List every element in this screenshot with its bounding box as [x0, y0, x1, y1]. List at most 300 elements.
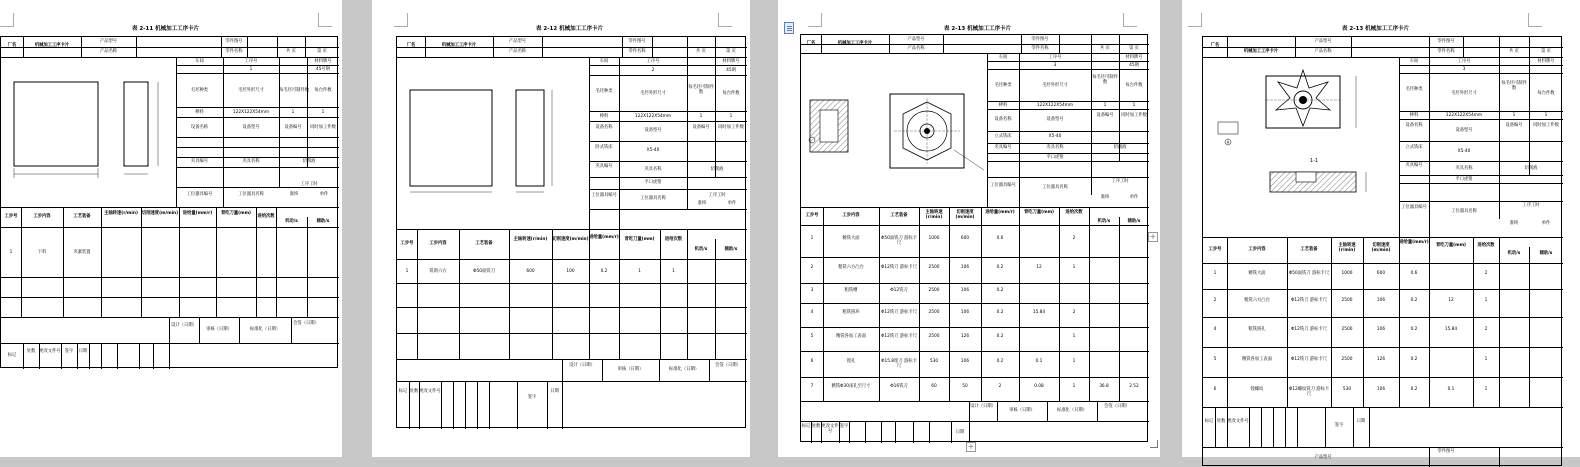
signature-label: 签字 — [1334, 423, 1344, 428]
blank-type-value: 棒料 — [1409, 113, 1419, 118]
step-row-6-col-5: 106 — [960, 359, 970, 364]
vise-value: 平口虎钳 — [1455, 177, 1473, 182]
standard-label: 标准化（日期） — [668, 367, 700, 372]
total-pages-label: 共 页 — [696, 49, 706, 54]
step-row-2-col-3: Φ12铣刀 游标卡尺 — [1291, 298, 1327, 303]
step-row-4-col-5: 106 — [960, 310, 970, 315]
add-row-plus-icon[interactable]: + — [1149, 232, 1157, 241]
sign-label: 会签（日期） — [1104, 404, 1130, 409]
factory-label: 厂名 — [1210, 43, 1220, 48]
sign-label: 会签（日期） — [293, 321, 319, 326]
step-row-2-col-4: 2500 — [928, 265, 940, 270]
product-model-label: 产品型号 — [907, 37, 925, 42]
count-label: 处数 — [26, 349, 36, 354]
col-step-no: 工步号 — [805, 213, 819, 218]
col-aux-time: 辅助/s — [1539, 251, 1553, 256]
review-label: 审核（日期） — [617, 367, 644, 372]
page-corner-mark — [0, 13, 14, 27]
per-unit-value: 1 — [1544, 113, 1548, 118]
blank-type-label: 毛坯种类 — [595, 89, 613, 94]
part-drawing — [4, 62, 174, 202]
step-row-5-col-6: 0.2 — [1410, 387, 1418, 392]
step-row-2-col-2: 粗铣六方凸台 — [1244, 298, 1270, 303]
step-row-2-col-8: 1 — [1072, 265, 1076, 270]
station-no-label: 工位器具编号 — [591, 193, 617, 198]
equip-no-label: 设备编号 — [1096, 113, 1114, 118]
machine-value: 立式铣床 — [994, 134, 1012, 139]
station-name-label: 工位器具名称 — [238, 192, 264, 197]
part-name-label: 零件名称 — [1031, 46, 1049, 51]
blank-size-label: 毛坯外形尺寸 — [1042, 83, 1068, 88]
blank-type-value: 棒料 — [599, 114, 609, 119]
count-label: 处数 — [811, 424, 821, 429]
blank-type-value: 棒料 — [195, 110, 204, 115]
per-blank-value: 1 — [291, 110, 295, 115]
step-row-5-col-4: 2500 — [928, 334, 940, 339]
step-row-5-col-8: 1 — [1484, 387, 1488, 392]
step-row-7-col-3: Φ16铣刀 — [890, 384, 908, 389]
step-row-1-speed: 100 — [566, 269, 575, 274]
standard-label: 标准化（日期） — [249, 327, 281, 332]
parallel-label: 同时加工件数 — [1533, 123, 1559, 128]
op-no-label: 工序号 — [1457, 59, 1471, 64]
col-step-no: 工步号 — [1208, 247, 1222, 252]
col-cutting-speed: 切削速度(m/min) — [955, 210, 975, 220]
coolant-label: 切削液 — [1524, 166, 1538, 171]
machine-value: 立式铣床 — [1405, 145, 1423, 150]
coolant-label: 切削液 — [1113, 145, 1127, 150]
prep-label: 准终 — [1100, 195, 1110, 200]
part-drawing — [402, 80, 582, 200]
review-label: 审核（日期） — [1009, 408, 1035, 413]
step-row-3-col-2: 粗铣槽 — [844, 288, 858, 293]
step-row-6-col-3: Φ15.8镗刀 游标卡尺 — [881, 359, 917, 369]
step-row-2-col-1: 2 — [1213, 298, 1217, 303]
step-row-7-col-2: 精铣Φ30深孔至尺寸 — [831, 384, 871, 389]
material-label: 材料牌号 — [314, 59, 332, 64]
unit-label: 单件 — [319, 192, 329, 197]
part-model-label: 零件图号 — [225, 39, 243, 44]
step-row-1-col-6: 0.6 — [996, 236, 1004, 241]
step-row-2-col-4: 2500 — [1341, 298, 1353, 303]
total-pages-label: 共 页 — [286, 49, 296, 54]
table-resize-handle-icon[interactable] — [1150, 440, 1158, 448]
per-blank-label: 每毛坯可制件数 — [1501, 81, 1527, 91]
op-hours-label: 工序工时 — [1522, 203, 1540, 208]
blank-size-label: 毛坯外形尺寸 — [640, 91, 666, 96]
date-label: 日期 — [1356, 419, 1366, 424]
document-page-1 — [0, 0, 342, 457]
part-model-label: 零件图号 — [628, 39, 646, 44]
jig-no-label: 夹具编号 — [1405, 163, 1423, 168]
date-label: 日期 — [78, 349, 88, 354]
step-row-6-col-6: 0.2 — [996, 359, 1004, 364]
equip-no-label: 设备编号 — [692, 125, 710, 130]
document-page-4 — [1182, 0, 1580, 460]
blank-size-label: 毛坯外形尺寸 — [1451, 91, 1477, 96]
step-row-1-content: 下料 — [37, 250, 47, 255]
col-feed: 进给量(mm/r) — [985, 210, 1015, 215]
step-row-2-col-3: Φ12铣刀 游标卡尺 — [881, 265, 917, 270]
step-row-4-col-7: 15.84 — [1032, 310, 1046, 315]
step-row-5-col-2: 精铣各加工表面 — [835, 334, 867, 339]
step-row-7-col-1: 7 — [810, 384, 814, 389]
step-row-1-passes: 1 — [672, 269, 675, 274]
col-machine-time: 机动/s — [285, 219, 298, 224]
part-name-label: 零件名称 — [628, 49, 646, 54]
document-icon[interactable] — [784, 22, 794, 34]
equip-name-label: 设备名称 — [1405, 123, 1423, 128]
step-row-1-col-2: 精铣大面 — [842, 236, 860, 241]
unit-label: 单件 — [1129, 195, 1139, 200]
part-drawing — [1206, 64, 1396, 204]
blank-size-value: 122X122X54mm — [1445, 113, 1483, 118]
step-row-3-col-5: 106 — [960, 288, 970, 293]
step-row-7-col-10: 2.52 — [1129, 384, 1139, 389]
section-label: 1-1 — [1309, 158, 1319, 164]
step-row-7-col-8: 1 — [1072, 384, 1076, 389]
per-unit-value: 1 — [321, 110, 325, 115]
step-row-3-col-4: 2500 — [928, 288, 940, 293]
per-blank-value: 1 — [699, 114, 703, 119]
workshop-label: 车间 — [1409, 59, 1419, 64]
station-no-label: 工位器具编号 — [990, 183, 1016, 188]
col-aux-time: 辅助/s — [724, 247, 738, 252]
factory-label: 厂名 — [806, 41, 816, 46]
total-pages-label: 共 页 — [1100, 46, 1110, 51]
step-row-3-col-4: 2500 — [1341, 327, 1353, 332]
blank-type-value: 棒料 — [998, 103, 1008, 108]
per-unit-label: 每台件数 — [1537, 91, 1555, 96]
card-name: 机械加工工序卡片 — [441, 43, 477, 48]
prep-label: 准终 — [1509, 221, 1519, 226]
step-row-4-col-8: 1 — [1484, 357, 1488, 362]
total-pages-label: 共 页 — [1509, 49, 1519, 54]
step-row-1-no: 1 — [9, 250, 13, 255]
product-model-label: 产品型号 — [508, 39, 527, 44]
op-no-value: 1 — [249, 67, 253, 72]
step-row-1-col-6: 0.6 — [1410, 271, 1418, 276]
vise-value: 平口虎钳 — [644, 180, 662, 185]
per-blank-label: 每毛坯可制件数 — [279, 88, 310, 93]
col-passes: 进给次数 — [664, 237, 683, 242]
unit-label: 单件 — [1541, 221, 1551, 226]
workshop-label: 车间 — [195, 59, 204, 64]
step-row-1-depth: 1 — [638, 269, 641, 274]
step-row-4-col-6: 0.2 — [1410, 357, 1418, 362]
step-row-4-col-4: 2500 — [928, 310, 940, 315]
col-passes: 进给次数 — [257, 214, 275, 219]
unit-label: 单件 — [727, 201, 737, 206]
step-row-2-col-5: 106 — [1376, 298, 1386, 303]
per-unit-value: 1 — [729, 114, 733, 119]
col-machine-time: 机动/s — [694, 247, 708, 252]
col-cutting-speed: 切削速度(m/min) — [1371, 243, 1391, 253]
machine-model-value: X5-40 — [1457, 149, 1471, 154]
step-row-1-col-1: 1 — [1213, 271, 1217, 276]
change-label: 更改文件号 — [39, 349, 61, 354]
col-step-content: 工步内容 — [842, 213, 860, 218]
part-model-label: 零件图号 — [1437, 39, 1455, 44]
count-label: 处数 — [409, 389, 419, 394]
blank-type-label: 毛坯种类 — [1405, 87, 1423, 92]
col-tooling: 工艺装备 — [1300, 247, 1318, 252]
col-depth: 背吃刀量(mm) — [220, 211, 252, 216]
equip-model-label: 设备型号 — [1455, 128, 1473, 133]
step-row-1-tooling: Φ50面铣刀 — [473, 269, 495, 274]
equip-model-label: 设备型号 — [242, 125, 260, 130]
step-row-3-col-1: 4 — [1213, 327, 1217, 332]
design-label: 设计（日期） — [569, 363, 595, 368]
col-tooling: 工艺装备 — [475, 241, 493, 246]
step-row-7-col-6: 2 — [998, 384, 1002, 389]
step-row-1-content: 铣削六方 — [429, 269, 447, 274]
product-model-label: 产品型号 — [1314, 39, 1332, 44]
blank-size-value: 122X122X54mm — [1036, 103, 1074, 108]
step-row-2-col-7: 12 — [1448, 298, 1454, 303]
blank-type-label: 毛坯种类 — [994, 83, 1012, 88]
factory-label: 厂名 — [7, 43, 17, 48]
step-row-7-col-9: 36.8 — [1099, 384, 1109, 389]
per-blank-value: 1 — [1512, 113, 1516, 118]
per-blank-label: 每毛坯可制件数 — [688, 85, 714, 95]
equip-name-label: 设备名称 — [190, 125, 209, 130]
step-row-4-col-1: 5 — [1213, 357, 1217, 362]
op-hours-label: 工序工时 — [708, 193, 726, 198]
step-row-6-col-8: 1 — [1072, 359, 1076, 364]
step-row-5-col-3: Φ12铣刀 游标卡尺 — [881, 334, 917, 339]
sign-label: 会签（日期） — [715, 363, 741, 368]
col-feed: 进给量(mm/r) — [1399, 240, 1429, 245]
page-no-label: 第 页 — [317, 49, 327, 54]
op-hours-label: 工序工时 — [1111, 179, 1129, 184]
material-value: 45号钢 — [315, 67, 331, 72]
machine-model-value: X5-40 — [1048, 134, 1062, 139]
col-machine-time: 机动/s — [1507, 251, 1521, 256]
step-row-1-col-3: Φ50面铣刀 游标卡尺 — [1288, 271, 1330, 276]
per-blank-value: 1 — [1103, 103, 1107, 108]
step-row-3-col-2: 粗铣圆孔 — [1248, 327, 1266, 332]
equip-name-label: 设备名称 — [994, 117, 1012, 122]
station-name-label: 工位器具名称 — [1042, 185, 1068, 190]
mark-label: 标记 — [801, 424, 811, 429]
card-name: 机械加工工序卡片 — [1243, 49, 1279, 54]
col-passes: 进给次数 — [1477, 243, 1495, 248]
material-label: 材料牌号 — [722, 59, 740, 64]
step-row-2-col-7: 12 — [1036, 265, 1042, 270]
station-no-label: 工位器具编号 — [1401, 205, 1427, 210]
step-row-3-col-7: 15.84 — [1444, 327, 1458, 332]
prep-label: 准终 — [697, 201, 707, 206]
col-depth: 背吃刀量(mm) — [624, 237, 655, 242]
material-value: 45钢 — [1129, 63, 1139, 68]
per-blank-label: 每毛坯可制件数 — [1092, 75, 1118, 85]
step-row-5-col-7: 0.1 — [1447, 387, 1455, 392]
design-label: 设计（日期） — [171, 323, 197, 328]
card-name: 机械加工工序卡片 — [34, 43, 70, 48]
product-model-label-next: 产品型号 — [1314, 455, 1332, 460]
step-row-2-col-5: 106 — [960, 265, 970, 270]
blank-type-label: 毛坯种类 — [190, 88, 209, 93]
jig-name-label: 夹具名称 — [242, 159, 260, 164]
col-step-no: 工步号 — [4, 214, 18, 219]
step-row-5-col-5: 106 — [1376, 387, 1386, 392]
col-depth: 背吃刀量(mm) — [1023, 210, 1055, 215]
mark-label: 标记 — [398, 389, 408, 394]
col-tooling: 工艺装备 — [73, 214, 91, 219]
per-unit-label: 每台件数 — [722, 91, 740, 96]
step-row-1-col-5: 600 — [960, 236, 970, 241]
step-row-1-tooling: 夹紧装置 — [73, 250, 91, 255]
step-row-1-col-2: 精铣大面 — [1248, 271, 1266, 276]
mark-label: 标记 — [7, 353, 17, 358]
product-model-label: 产品型号 — [99, 39, 118, 44]
page-no-label: 第 页 — [1541, 49, 1551, 54]
step-row-1-col-5: 600 — [1376, 271, 1386, 276]
op-no-value: 3 — [1462, 67, 1466, 72]
step-row-1-col-4: 1000 — [928, 236, 940, 241]
step-row-1-col-1: 1 — [810, 236, 814, 241]
change-label: 更改文件号 — [1227, 419, 1249, 424]
page-corner-mark — [718, 13, 732, 27]
step-row-3-col-6: 0.2 — [996, 288, 1004, 293]
step-row-6-col-4: 530 — [929, 359, 939, 364]
material-label: 材料牌号 — [1125, 55, 1143, 60]
step-row-1-col-3: Φ50面铣刀 游标卡尺 — [881, 236, 917, 246]
equip-model-label: 设备型号 — [644, 128, 662, 133]
col-step-content: 工步内容 — [429, 241, 447, 246]
part-model-label: 零件图号 — [1031, 37, 1049, 42]
step-row-4-col-2: 粗铣圆环 — [842, 310, 860, 315]
page-no-label: 第 页 — [726, 49, 736, 54]
op-no-value: 2 — [651, 68, 655, 73]
step-row-1-feed: 0.2 — [600, 269, 608, 274]
add-column-plus-icon[interactable]: + — [967, 442, 975, 451]
step-row-3-col-3: Φ12铣刀 游标卡尺 — [1291, 327, 1327, 332]
page-corner-mark — [1123, 13, 1137, 27]
station-name-label: 工位器具名称 — [1451, 209, 1477, 214]
col-step-content: 工步内容 — [1248, 247, 1266, 252]
mark-label: 标记 — [1204, 419, 1214, 424]
op-no-label: 工序号 — [1048, 55, 1062, 60]
page-no-label: 第 页 — [1129, 46, 1139, 51]
prep-label: 准终 — [289, 192, 299, 197]
col-passes: 进给次数 — [1065, 210, 1083, 215]
jig-no-label: 夹具编号 — [595, 164, 613, 169]
signature-label: 签字 — [64, 349, 74, 354]
material-value: 45钢 — [726, 68, 736, 73]
card-name: 机械加工工序卡片 — [837, 41, 873, 46]
col-cutting-speed: 切削速度(m/min) — [141, 211, 179, 216]
jig-name-label: 夹具名称 — [1046, 145, 1064, 150]
part-name-label: 零件名称 — [1437, 49, 1455, 54]
material-label: 材料牌号 — [1537, 59, 1555, 64]
per-unit-value: 1 — [1132, 103, 1136, 108]
col-spindle-speed: 主轴转速(r/min) — [925, 210, 943, 220]
jig-name-label: 夹具名称 — [644, 167, 662, 172]
workshop-label: 车间 — [599, 59, 609, 64]
part-name-label: 零件名称 — [225, 49, 243, 54]
step-row-3-col-1: 3 — [810, 288, 814, 293]
step-row-4-col-5: 126 — [1376, 357, 1386, 362]
jig-name-label: 夹具名称 — [1455, 166, 1473, 171]
step-row-1-col-8: 2 — [1484, 271, 1488, 276]
step-row-5-col-1: 5 — [810, 334, 814, 339]
step-row-4-col-3: Φ12铣刀 游标卡尺 — [1291, 357, 1327, 362]
product-name-label: 产品名称 — [99, 49, 118, 54]
page-title: 表 2-11 机械加工工序卡片 — [132, 26, 200, 32]
step-row-1-col-8: 2 — [1072, 236, 1076, 241]
step-row-5-col-4: 530 — [1342, 387, 1352, 392]
equip-no-label: 设备编号 — [1505, 123, 1523, 128]
product-name-label: 产品名称 — [508, 49, 527, 54]
parallel-label: 同时加工件数 — [718, 125, 744, 130]
col-tooling: 工艺装备 — [890, 213, 908, 218]
col-depth: 背吃刀量(mm) — [1435, 243, 1467, 248]
col-spindle-speed: 主轴转速(r/min) — [513, 237, 548, 242]
step-row-3-col-6: 0.2 — [1410, 327, 1418, 332]
part-model-label-next: 零件图号 — [1437, 449, 1455, 454]
step-row-6-col-1: 6 — [810, 359, 814, 364]
factory-label: 厂名 — [406, 43, 416, 48]
col-aux-time: 辅助/s — [1127, 219, 1141, 224]
op-no-label: 工序号 — [646, 59, 660, 64]
date-label: 日期 — [955, 430, 965, 435]
design-label: 设计（日期） — [970, 404, 996, 409]
step-row-5-col-2: 镗螺纹 — [1250, 387, 1264, 392]
col-cutting-speed: 切削速度(m/min) — [552, 237, 589, 242]
step-row-6-col-2: 镗孔 — [846, 359, 856, 364]
per-unit-label: 每台件数 — [314, 88, 332, 93]
blank-size-value: 122X122X54mm — [232, 110, 270, 115]
workshop-label: 车间 — [998, 55, 1008, 60]
date-label: 日期 — [550, 389, 559, 394]
step-row-5-col-3: Φ12螺纹铣刀 游标卡尺 — [1288, 387, 1330, 397]
equip-no-label: 设备编号 — [284, 125, 302, 130]
step-row-3-col-3: Φ12铣刀 — [890, 288, 908, 293]
step-row-2-col-8: 1 — [1484, 298, 1488, 303]
signature-label: 签字 — [527, 395, 537, 400]
page-corner-mark — [318, 13, 332, 27]
count-label: 处数 — [1216, 419, 1226, 424]
col-spindle-speed: 主轴转速(r/min) — [104, 211, 138, 216]
page-corner-mark — [394, 13, 408, 27]
page-title: 表 2-13 机械加工工序卡片 — [944, 26, 1012, 32]
op-no-value: 3 — [1053, 63, 1057, 68]
step-row-7-col-7: 0.08 — [1034, 384, 1044, 389]
vise-value: 平口虎钳 — [1046, 155, 1064, 160]
coolant-label: 切削液 — [710, 167, 724, 172]
station-no-label: 工位器具编号 — [186, 192, 213, 197]
col-aux-time: 辅助/s — [316, 219, 330, 224]
step-row-1-no: 1 — [405, 269, 409, 274]
col-spindle-speed: 主轴转速(r/min) — [1338, 243, 1356, 253]
coolant-label: 切削液 — [302, 159, 316, 164]
datum-a-label: A — [1226, 140, 1230, 145]
product-name-label: 产品名称 — [907, 46, 925, 51]
col-machine-time: 机动/s — [1097, 219, 1111, 224]
step-row-4-col-2: 精铣各加工表面 — [1241, 357, 1273, 362]
op-no-label: 工序号 — [244, 59, 258, 64]
signature-label: 签字 — [839, 424, 849, 429]
change-label: 更改文件号 — [821, 424, 839, 434]
step-row-3-col-8: 2 — [1484, 327, 1488, 332]
step-row-5-col-5: 126 — [960, 334, 970, 339]
page-title: 表 2-13 机械加工工序卡片 — [1342, 26, 1410, 32]
col-feed: 进给量(mm/r) — [182, 211, 213, 216]
step-row-5-col-6: 0.2 — [996, 334, 1004, 339]
step-row-2-col-6: 0.2 — [996, 265, 1004, 270]
